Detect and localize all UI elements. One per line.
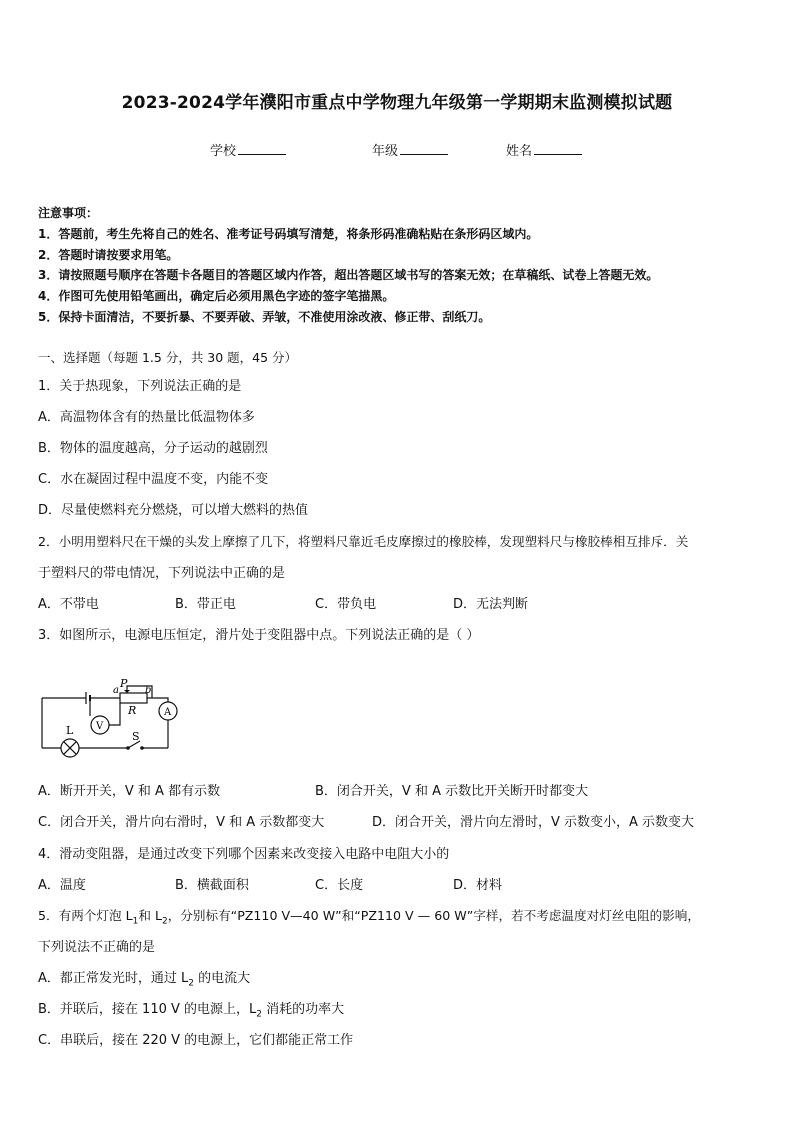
q1-option-a: A．高温物体含有的热量比低温物体多 — [38, 410, 255, 425]
q2-stem-line2: 于塑料尺的带电情况，下列说法中正确的是 — [38, 566, 286, 581]
voltmeter-right-wire — [109, 703, 120, 725]
q3-option-c: C．闭合开关，滑片向右滑时，V 和 A 示数都变大 — [38, 815, 325, 830]
q4-option-d: D．材料 — [453, 878, 503, 893]
q5-stem-part3: ，分别标有“PZ110 V—40 W”和“PZ110 V — 60 W”字样，若不考虑温度对灯丝电阻的影响， — [167, 908, 700, 923]
notes-item-1: 1．答题前，考生先将自己的姓名、准考证号码填写清楚，将条形码准确粘贴在条形码区域内。 — [38, 227, 539, 241]
label-r: R — [128, 704, 137, 717]
label-voltmeter: V — [96, 721, 104, 732]
name-field[interactable] — [506, 140, 582, 159]
q2-option-b: B．带正电 — [175, 597, 236, 612]
q5-stem-line2: 下列说法不正确的是 — [38, 940, 156, 955]
school-blank[interactable] — [238, 142, 286, 155]
notes-item-2: 2．答题时请按要求用笔。 — [38, 248, 179, 262]
q5-a-sub: 2 — [188, 978, 195, 989]
label-a: a — [113, 685, 119, 696]
q1-option-d: D．尽量使燃料充分燃烧，可以增大燃料的热值 — [38, 503, 309, 518]
switch-contact-left — [126, 746, 130, 750]
q2-option-d: D．无法判断 — [453, 597, 529, 612]
q1-stem: 1．关于热现象，下列说法正确的是 — [38, 379, 242, 394]
q5-option-b — [38, 998, 344, 1020]
label-b: b — [145, 685, 152, 696]
q4-options — [0, 874, 794, 894]
rheostat-body — [120, 693, 147, 703]
label-switch: S — [132, 730, 140, 743]
name-label: 姓名 — [506, 144, 533, 159]
q4-option-b: B．横截面积 — [175, 878, 249, 893]
q3-options-row2 — [0, 811, 794, 831]
q5-b-part1: B．并联后，接在 110 V 的电源上，L — [38, 1002, 257, 1017]
q2-options — [0, 593, 794, 613]
q2-option-c: C．带负电 — [315, 597, 377, 612]
circuit-diagram — [36, 676, 186, 758]
q3-stem: 3．如图所示，电源电压恒定，滑片处于变阻器中点。下列说法正确的是（ ） — [38, 628, 480, 643]
label-p: P — [120, 677, 128, 690]
school-field[interactable] — [210, 140, 286, 159]
q5-stem-part1: 5．有两个灯泡 L — [38, 908, 133, 923]
q4-option-a: A．温度 — [38, 878, 86, 893]
notes-header: 注意事项： — [38, 206, 99, 220]
notes-item-5: 5．保持卡面清洁，不要折暴、不要弄破、弄皱，不准使用涂改液、修正带、刮纸刀。 — [38, 310, 491, 324]
q5-sub-1: 1 — [132, 916, 139, 927]
q5-option-a — [38, 967, 250, 989]
q5-stem-part2: 和 L — [138, 908, 162, 923]
grade-blank[interactable] — [400, 142, 448, 155]
notes-item-4: 4．作图可先使用铅笔画出，确定后必须用黑色字迹的签字笔描黑。 — [38, 289, 395, 303]
q3-option-d: D．闭合开关，滑片向左滑时，V 示数变小，A 示数变大 — [372, 815, 695, 830]
q5-a-part1: A．都正常发光时，通过 L — [38, 971, 189, 986]
q5-b-sub: 2 — [256, 1009, 262, 1020]
label-ammeter: A — [164, 707, 172, 718]
q3-options-row1 — [0, 780, 794, 800]
notes-item-3: 3．请按照题号顺序在答题卡各题目的答题区域内作答，超出答题区域书写的答案无效；在草稿纸、试卷上答题无效。 — [38, 268, 659, 282]
school-label: 学校 — [210, 144, 237, 159]
q5-a-part2: 的电流大 — [194, 971, 251, 986]
q2-stem-line1: 2．小明用塑料尺在干燥的头发上摩擦了几下，将塑料尺靠近毛皮摩擦过的橡胶棒，发现塑料尺与橡胶棒相互排斥．关 — [38, 534, 689, 549]
name-blank[interactable] — [534, 142, 582, 155]
page-title: 2023-2024学年濮阳市重点中学物理九年级第一学期期末监测模拟试题 — [121, 93, 673, 113]
q4-stem: 4．滑动变阻器，是通过改变下列哪个因素来改变接入电路中电阻大小的 — [38, 847, 450, 862]
grade-label: 年级 — [372, 144, 399, 159]
q3-option-a: A．断开开关，V 和 A 都有示数 — [38, 784, 221, 799]
q2-option-a: A．不带电 — [38, 597, 99, 612]
q3-option-b: B．闭合开关，V 和 A 示数比开关断开时都变大 — [315, 784, 589, 799]
ammeter-top-wire — [155, 698, 168, 702]
q4-option-c: C．长度 — [315, 878, 364, 893]
q5-stem-line1 — [38, 905, 700, 927]
section-heading: 一、选择题（每题 1.5 分，共 30 题，45 分） — [38, 350, 298, 365]
q1-option-b: B．物体的温度越高，分子运动的越剧烈 — [38, 441, 268, 456]
q5-sub-2: 2 — [161, 916, 168, 927]
q1-option-c: C．水在凝固过程中温度不变，内能不变 — [38, 472, 269, 487]
q5-b-part2: 消耗的功率大 — [262, 1002, 345, 1017]
grade-field[interactable] — [372, 140, 448, 159]
switch-contact-right — [140, 746, 144, 750]
q5-option-c: C．串联后，接在 220 V 的电源上，它们都能正常工作 — [38, 1033, 354, 1048]
label-lamp: L — [66, 724, 74, 737]
